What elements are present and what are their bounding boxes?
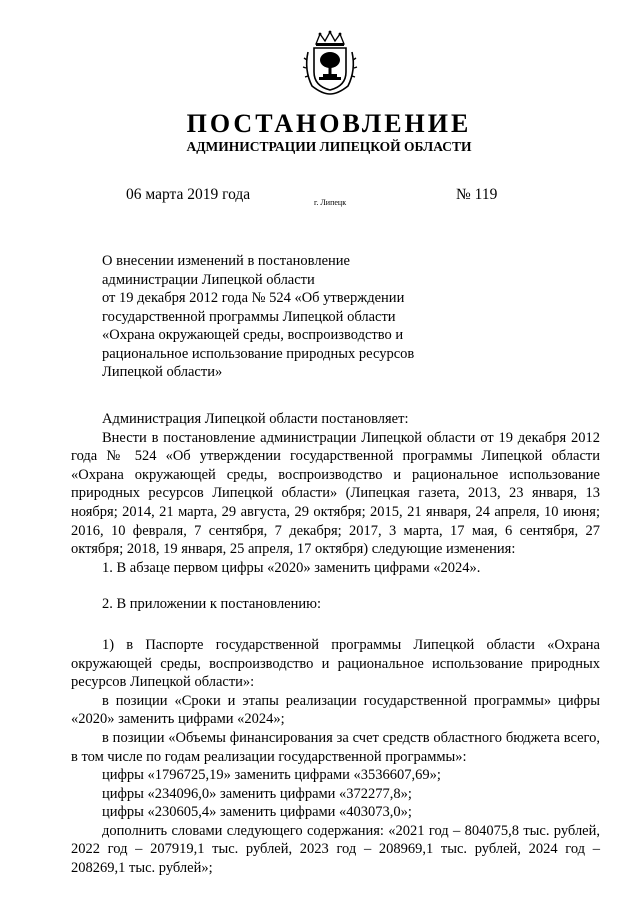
digits-change-3: цифры «230605,4» заменить цифрами «403073,0»; bbox=[102, 804, 412, 821]
subject-line: «Охрана окружающей среды, воспроизводство и bbox=[102, 327, 404, 343]
document-issuer: АДМИНИСТРАЦИИ ЛИПЕЦКОЙ ОБЛАСТИ bbox=[186, 139, 472, 154]
position-funding: в позиции «Объемы финансирования за счет средств областного бюджета всего, в том числе по годам реализации государственной программы»: bbox=[71, 729, 600, 765]
body-paragraph-resolves: Администрация Липецкой области постановляет: bbox=[102, 411, 409, 427]
list-item-2: 2. В приложении к постановлению: bbox=[102, 596, 322, 613]
subject-line: от 19 декабря 2012 года № 524 «Об утверждении bbox=[102, 290, 405, 306]
sub-item-1: 1) в Паспорте государственной программы Липецкой области «Охрана окружающей среды, воспроизводство и рациональное использование природных ресурсов Липецкой области»: bbox=[71, 636, 600, 691]
digits-change-1: цифры «1796725,19» заменить цифрами «3536607,69»; bbox=[102, 767, 441, 784]
list-item-1: 1. В абзаце первом цифры «2020» заменить цифрами «2024». bbox=[102, 559, 481, 576]
addition-text: дополнить словами следующего содержания: «2021 год – 804075,8 тыс. рублей, 2022 год – 207919,1 тыс. рублей, 2023 год – 208969,1 тыс. рублей, 2024 год – 208269,1 тыс. рублей»; bbox=[71, 822, 600, 877]
position-terms: в позиции «Сроки и этапы реализации государственной программы» цифры «2020» заменить цифрами «2024»; bbox=[71, 692, 600, 728]
document-title: ПОСТАНОВЛЕНИЕ bbox=[186, 109, 472, 138]
subject-line: государственной программы Липецкой области bbox=[102, 308, 396, 325]
subject-line: администрации Липецкой области bbox=[102, 271, 315, 288]
subject-line: О внесении изменений в постановление bbox=[102, 253, 350, 269]
subject-line: Липецкой области» bbox=[102, 364, 223, 380]
subject-line: рациональное использование природных ресурсов bbox=[102, 345, 415, 362]
body-paragraph-amend: Внести в постановление администрации Липецкой области от 19 декабря 2012 года № 524 «Об утверждении государственной программы Липецкой области «Охрана окружающей среды, воспроизводство и рациональное использование природных ресурсов Липецкой области» (Липецкая газета, 2013, 23 января, 13 ноября; 2014, 21 марта, 29 августа, 29 октября; 2015, 21 января, 24 апреля, 10 июня; 2016, 10 февраля, 7 сентября, 7 декабря; 2017, 3 марта, 17 мая, 6 сентября, 27 октября; 2018, 19 января, 25 апреля, 17 октября) следующие изменения: bbox=[71, 429, 600, 558]
digits-change-2: цифры «234096,0» заменить цифрами «372277,8»; bbox=[102, 785, 412, 802]
document-body bbox=[71, 410, 600, 878]
document-number: № 119 bbox=[456, 186, 498, 203]
document-city: г. Липецк bbox=[314, 198, 347, 207]
document-subject bbox=[102, 252, 442, 382]
coat-of-arms-emblem bbox=[302, 30, 358, 96]
document-date: 06 марта 2019 года bbox=[126, 186, 251, 203]
